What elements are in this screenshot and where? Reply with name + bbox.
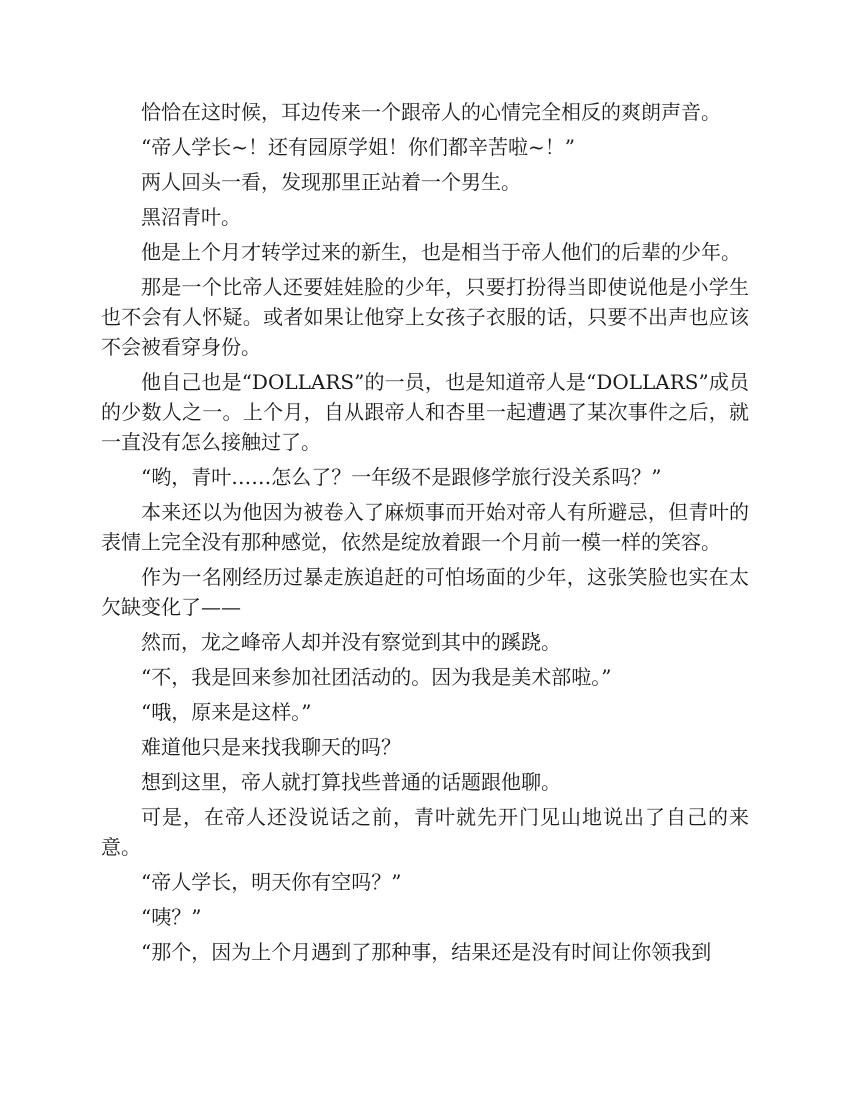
paragraph: 可是，在帝人还没说话之前，青叶就先开门见山地说出了自己的来意。 bbox=[101, 805, 749, 859]
paragraph: “哟，青叶……怎么了？一年级不是跟修学旅行没关系吗？” bbox=[141, 465, 662, 489]
paragraph: 作为一名刚经历过暴走族追赶的可怕场面的少年，这张笑脸也实在太欠缺变化了—— bbox=[101, 565, 749, 619]
paragraph: 想到这里，帝人就打算找些普通的话题跟他聊。 bbox=[141, 770, 561, 794]
paragraph: 那是一个比帝人还要娃娃脸的少年，只要打扮得当即使说他是小学生也不会有人怀疑。或者如果让他穿上女孩子衣服的话，只要不出声也应该不会被看穿身份。 bbox=[101, 275, 749, 359]
paragraph: “帝人学长~！还有园原学姐！你们都辛苦啦~！” bbox=[141, 135, 575, 159]
paragraph: 他自己也是“DOLLARS”的一员，也是知道帝人是“DOLLARS”成员的少数人之一。上个月，自从跟帝人和杏里一起遭遇了某次事件之后，就一直没有怎么接触过了。 bbox=[101, 370, 749, 454]
paragraph: 然而，龙之峰帝人却并没有察觉到其中的蹊跷。 bbox=[141, 630, 561, 654]
paragraph: 黑沼青叶。 bbox=[141, 205, 241, 229]
paragraph: “哦，原来是这样。” bbox=[141, 700, 312, 724]
paragraph: “帝人学长，明天你有空吗？” bbox=[141, 870, 402, 894]
paragraph: “咦？” bbox=[141, 905, 202, 929]
paragraph: “不，我是回来参加社团活动的。因为我是美术部啦。” bbox=[141, 665, 612, 689]
paragraph: 两人回头一看，发现那里正站着一个男生。 bbox=[141, 170, 521, 194]
paragraph: “那个，因为上个月遇到了那种事，结果还是没有时间让你领我到 bbox=[141, 940, 712, 964]
paragraph: 他是上个月才转学过来的新生，也是相当于帝人他们的后辈的少年。 bbox=[141, 240, 741, 264]
paragraph: 难道他只是来找我聊天的吗？ bbox=[141, 735, 401, 759]
paragraph: 恰恰在这时候，耳边传来一个跟帝人的心情完全相反的爽朗声音。 bbox=[141, 100, 721, 124]
paragraph: 本来还以为他因为被卷入了麻烦事而开始对帝人有所避忌，但青叶的表情上完全没有那种感觉，依然是绽放着跟一个月前一模一样的笑容。 bbox=[101, 500, 749, 554]
document-page bbox=[101, 97, 749, 972]
